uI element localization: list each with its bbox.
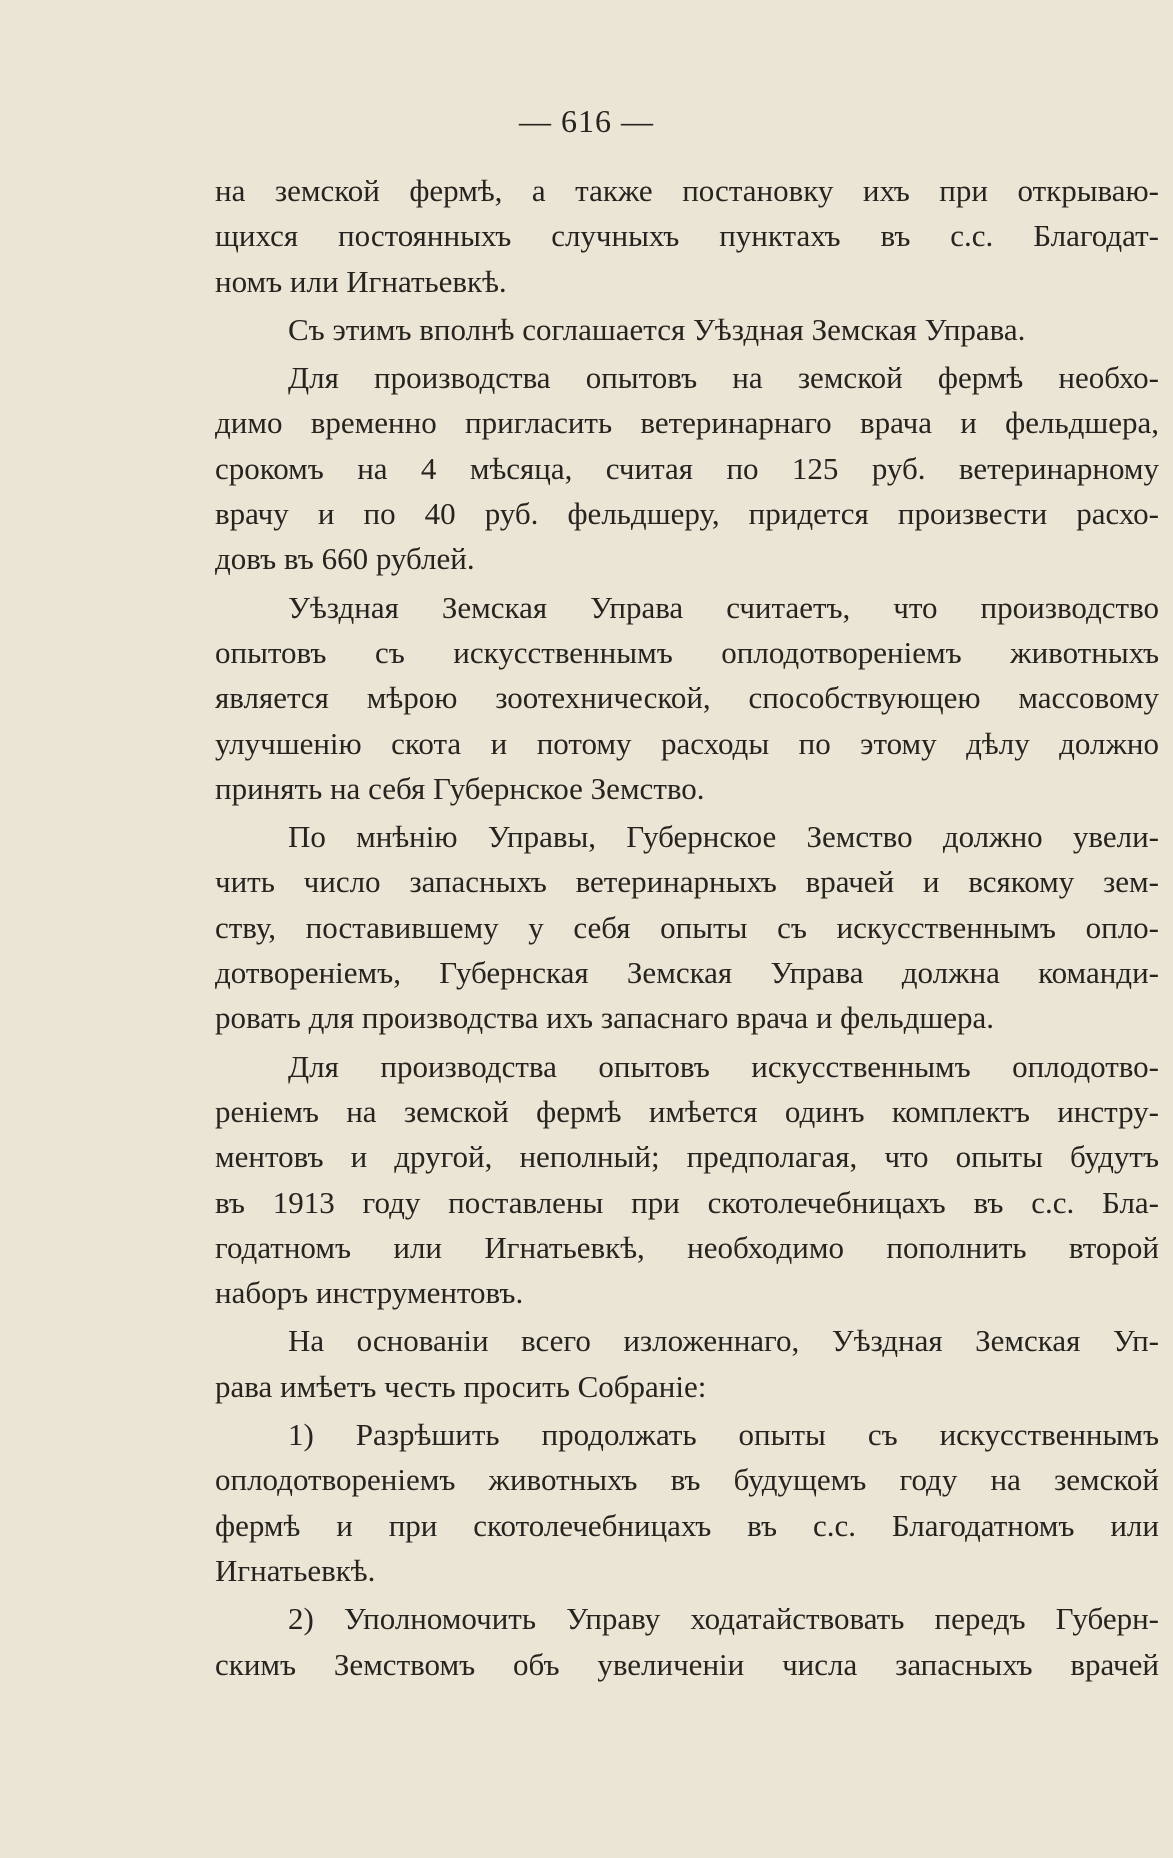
text-line: Для производства опытовъ искусственнымъ оплодотво- (288, 1048, 1159, 1084)
text-line: рава имѣетъ честь просить Собранiе: (215, 1368, 707, 1404)
text-line: Для производства опытовъ на земской фермѣ необхо- (288, 360, 1159, 396)
paragraph (215, 1044, 1159, 1316)
text-line: ству, поставившему у себя опыты съ искусственнымъ опло- (215, 909, 1159, 945)
paragraph (215, 814, 1159, 1040)
text-body (215, 168, 1159, 1687)
paragraph (215, 585, 1159, 811)
text-line: дотворенiемъ, Губернская Земская Управа должна команди- (215, 955, 1159, 991)
paragraph (215, 168, 1159, 304)
text-line: скимъ Земствомъ объ увеличенiи числа запасныхъ врачей (215, 1646, 1159, 1682)
text-line: ренiемъ на земской фермѣ имѣется одинъ комплектъ инстру- (215, 1093, 1159, 1129)
text-line: срокомъ на 4 мѣсяца, считая по 125 руб. ветеринарному (215, 450, 1159, 486)
text-line: Игнатьевкѣ. (215, 1552, 376, 1588)
page-number: — 616 — (519, 103, 654, 139)
paragraph (215, 307, 1159, 352)
text-line: годатномъ или Игнатьевкѣ, необходимо пополнить второй (215, 1229, 1159, 1265)
text-line: является мѣрою зоотехнической, способствующею массовому (215, 680, 1159, 716)
text-line: довъ въ 660 рублей. (215, 541, 475, 577)
text-line: фермѣ и при скотолечебницахъ въ с.с. Благодатномъ или (215, 1507, 1159, 1543)
text-line: Уѣздная Земская Управа считаетъ, что производство (288, 589, 1159, 625)
text-line: 1) Разрѣшить продолжать опыты съ искусственнымъ (288, 1417, 1159, 1453)
text-line: улучшенiю скота и потому расходы по этому дѣлу должно (215, 725, 1159, 761)
text-line: наборъ инструментовъ. (215, 1275, 524, 1311)
text-line: Съ этимъ вполнѣ соглашается Уѣздная Земская Управа. (288, 311, 1026, 347)
paragraph (215, 1596, 1159, 1687)
text-line: На основанiи всего изложеннаго, Уѣздная Земская Уп- (288, 1323, 1159, 1359)
text-line: оплодотворенiемъ животныхъ въ будущемъ году на земской (215, 1462, 1159, 1498)
text-line: номъ или Игнатьевкѣ. (215, 263, 507, 299)
text-line: ментовъ и другой, неполный; предполагая, что опыты будутъ (215, 1139, 1159, 1175)
text-line: 2) Уполномочить Управу ходатайствовать передъ Губерн- (288, 1601, 1159, 1637)
paragraph (215, 1412, 1159, 1593)
text-line: димо временно пригласить ветеринарнаго врача и фельдшера, (215, 405, 1159, 441)
text-line: принять на себя Губернское Земство. (215, 770, 705, 806)
text-line: По мнѣнiю Управы, Губернское Земство должно увели- (288, 819, 1159, 855)
text-line: ровать для производства ихъ запаснаго врача и фельдшера. (215, 1000, 995, 1036)
text-line: врачу и по 40 руб. фельдшеру, придется произвести расхо- (215, 496, 1159, 532)
text-line: щихся постоянныхъ случныхъ пунктахъ въ с.с. Благодат- (215, 218, 1159, 254)
text-line: на земской фермѣ, а также постановку ихъ при открываю- (215, 173, 1159, 208)
paragraph (215, 1318, 1159, 1409)
text-line: опытовъ съ искусственнымъ оплодотворенiемъ животныхъ (215, 634, 1159, 670)
text-line: въ 1913 году поставлены при скотолечебницахъ въ с.с. Бла- (215, 1184, 1159, 1220)
text-line: чить число запасныхъ ветеринарныхъ врачей и всякому зем- (215, 864, 1159, 900)
paragraph (215, 355, 1159, 581)
